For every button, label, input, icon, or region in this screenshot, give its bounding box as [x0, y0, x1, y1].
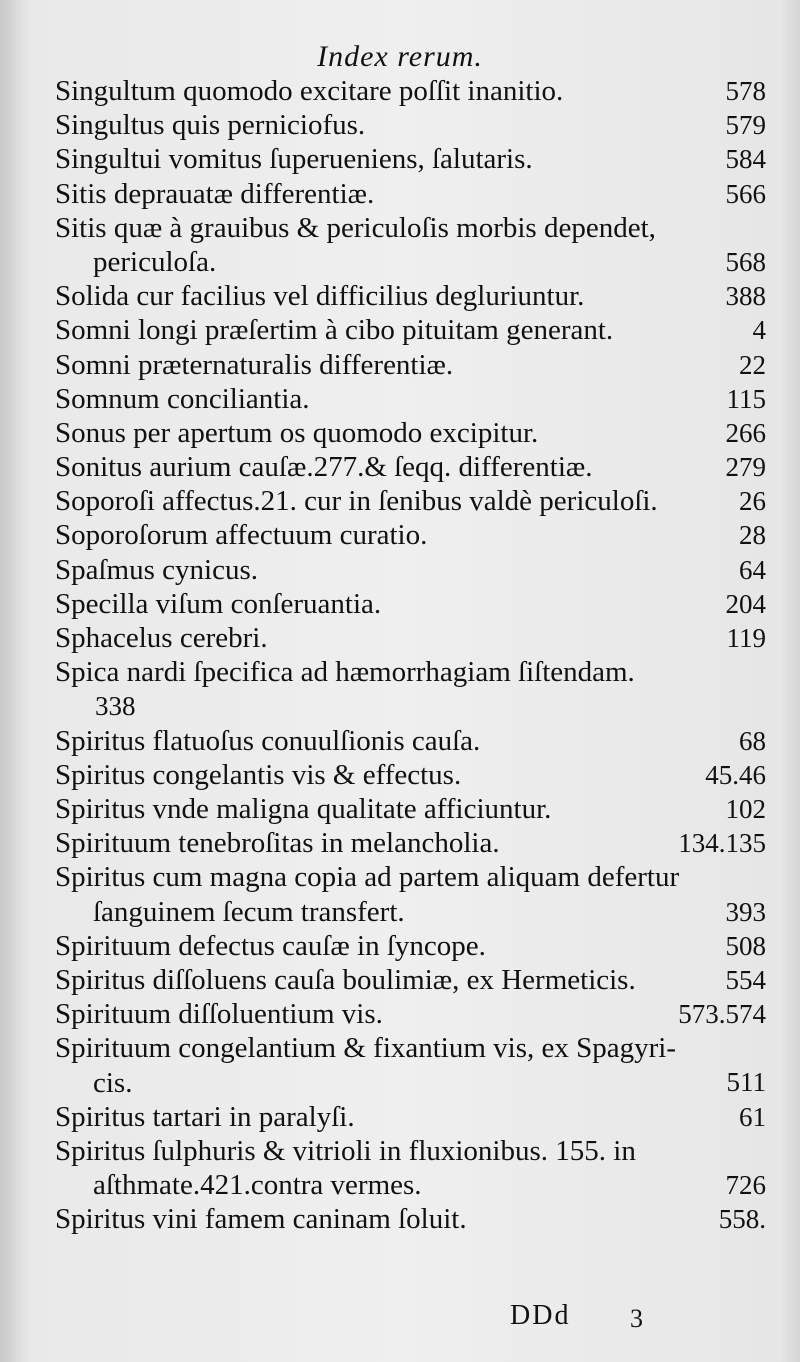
entry-page: 566	[725, 178, 766, 209]
entry-text: Spirituum defectus cauſæ in ſyncope.	[55, 929, 486, 962]
entry-text	[55, 211, 760, 279]
index-entry	[0, 416, 800, 450]
index-entry	[0, 177, 800, 211]
entry-page: 573.574	[678, 999, 766, 1030]
entry-page: 508	[725, 930, 766, 961]
index-entry	[0, 484, 800, 518]
entry-text: Soporoſorum affectuum curatio.	[55, 519, 428, 552]
entry-text: Soporoſi affectus.21. cur in ſenibus valdè periculoſi.	[55, 485, 658, 518]
index-entry	[0, 518, 800, 552]
entry-text: Spirituum tenebroſitas in melancholia.	[55, 827, 500, 860]
entry-continuation: 338	[95, 691, 136, 722]
index-entry	[0, 929, 800, 963]
entry-page: 22	[739, 349, 766, 380]
entry-text: Singultus quis perniciofus.	[55, 109, 366, 142]
entry-page: 558.	[718, 1204, 766, 1235]
entry-continuation: ſanguinem ſecum transfert.	[93, 895, 405, 928]
index-entry	[0, 587, 800, 621]
entry-text: Sitis deprauatæ differentiæ.	[55, 177, 375, 210]
entry-continuation: cis.	[93, 1066, 133, 1099]
entry-text	[55, 655, 760, 723]
entry-line: Spiritus cum magna copia ad partem aliquam defertur	[55, 861, 680, 894]
index-entry	[0, 826, 800, 860]
index-entry	[0, 758, 800, 792]
leaf-number: 3	[630, 1304, 643, 1333]
entry-page: 388	[725, 281, 766, 312]
entry-text: Singultum quomodo excitare poſſit inanitio.	[55, 75, 564, 107]
index-entry	[0, 860, 800, 928]
index-entry	[0, 382, 800, 416]
index-entry	[0, 553, 800, 587]
entry-text: Sphacelus cerebri.	[55, 622, 268, 655]
entry-text: Specilla viſum conſeruantia.	[55, 587, 382, 620]
entry-text: Singultui vomitus ſuperueniens, ſalutaris.	[55, 143, 533, 176]
index-entry	[0, 313, 800, 347]
entry-text: Spaſmus cynicus.	[55, 553, 258, 586]
entry-line: Spiritus ſulphuris & vitrioli in fluxionibus. 155. in	[55, 1134, 636, 1167]
entry-text	[55, 860, 760, 928]
entry-text: Spiritus vini famem caninam ſoluit.	[55, 1203, 467, 1236]
entry-page: 64	[739, 554, 766, 585]
index-entry	[0, 963, 800, 997]
index-entry	[0, 1031, 800, 1099]
entry-text: Spiritus vnde maligna qualitate afficiuntur.	[55, 792, 552, 825]
entry-page: 134.135	[678, 828, 766, 859]
entry-page: 266	[725, 417, 766, 448]
index-entry	[0, 108, 800, 142]
entry-page: 579	[725, 110, 766, 141]
entry-continuation: aſthmate.421.contra vermes.	[93, 1169, 422, 1202]
entry-page: 115	[726, 383, 766, 414]
signature-mark: DDd	[510, 1300, 571, 1331]
entry-line: Spirituum congelantium & fixantium vis, ex Spagyri-	[55, 1032, 677, 1065]
index-entry	[0, 279, 800, 313]
index-entry	[0, 211, 800, 279]
entry-page: 26	[739, 486, 766, 517]
entry-page: 4	[752, 315, 766, 346]
entry-page: 554	[725, 964, 766, 995]
index-entry	[0, 655, 800, 723]
index-entry	[0, 1202, 800, 1236]
index-entry	[0, 74, 800, 108]
entry-page: 68	[739, 725, 766, 756]
entry-text: Spirituum diſſoluentium vis.	[55, 998, 383, 1031]
entry-text	[55, 1134, 760, 1202]
entry-line: Sitis quæ à grauibus & periculoſis morbis dependet,	[55, 211, 656, 244]
entry-page: 204	[725, 588, 766, 619]
index-entry	[0, 1134, 800, 1202]
index-entry	[0, 450, 800, 484]
entry-text	[55, 1031, 760, 1099]
entry-text: Somni præternaturalis differentiæ.	[55, 348, 454, 381]
entry-text: Spiritus diſſoluens cauſa boulimiæ, ex Hermeticis.	[55, 963, 636, 996]
entry-page: 511	[726, 1067, 766, 1098]
index-entry	[0, 142, 800, 176]
entry-text: Spiritus congelantis vis & effectus.	[55, 758, 462, 791]
entry-page: 119	[726, 623, 766, 654]
entry-page: 393	[725, 896, 766, 927]
entry-page: 279	[725, 452, 766, 483]
entry-continuation: periculoſa.	[93, 245, 217, 278]
index-entries	[0, 74, 800, 1236]
entry-page: 578	[725, 76, 766, 106]
index-entry	[0, 348, 800, 382]
entry-text: Solida cur facilius vel difficilius degluriuntur.	[55, 280, 585, 313]
index-entry	[0, 997, 800, 1031]
entry-text: Sonus per apertum os quomodo excipitur.	[55, 416, 539, 449]
entry-text: Spiritus tartari in paralyſi.	[55, 1100, 355, 1133]
index-entry	[0, 724, 800, 758]
index-entry	[0, 792, 800, 826]
entry-text: Sonitus aurium cauſæ.277.& ſeqq. differentiæ.	[55, 451, 593, 484]
entry-page: 568	[725, 246, 766, 277]
entry-line: Spica nardi ſpecifica ad hæmorrhagiam ſiſtendam.	[55, 656, 635, 689]
entry-page: 61	[739, 1101, 766, 1132]
index-entry	[0, 1100, 800, 1134]
entry-page: 726	[725, 1170, 766, 1201]
entry-page: 45.46	[705, 759, 766, 790]
entry-text: Somni longi præſertim à cibo pituitam generant.	[55, 314, 614, 347]
entry-page: 102	[725, 793, 766, 824]
page-footer	[0, 1300, 800, 1340]
page-header: Index rerum.	[317, 40, 483, 73]
entry-page: 28	[739, 520, 766, 551]
entry-text: Spiritus flatuoſus conuulſionis cauſa.	[55, 724, 481, 757]
entry-text: Somnum conciliantia.	[55, 382, 310, 415]
entry-page: 584	[725, 144, 766, 175]
index-entry	[0, 621, 800, 655]
